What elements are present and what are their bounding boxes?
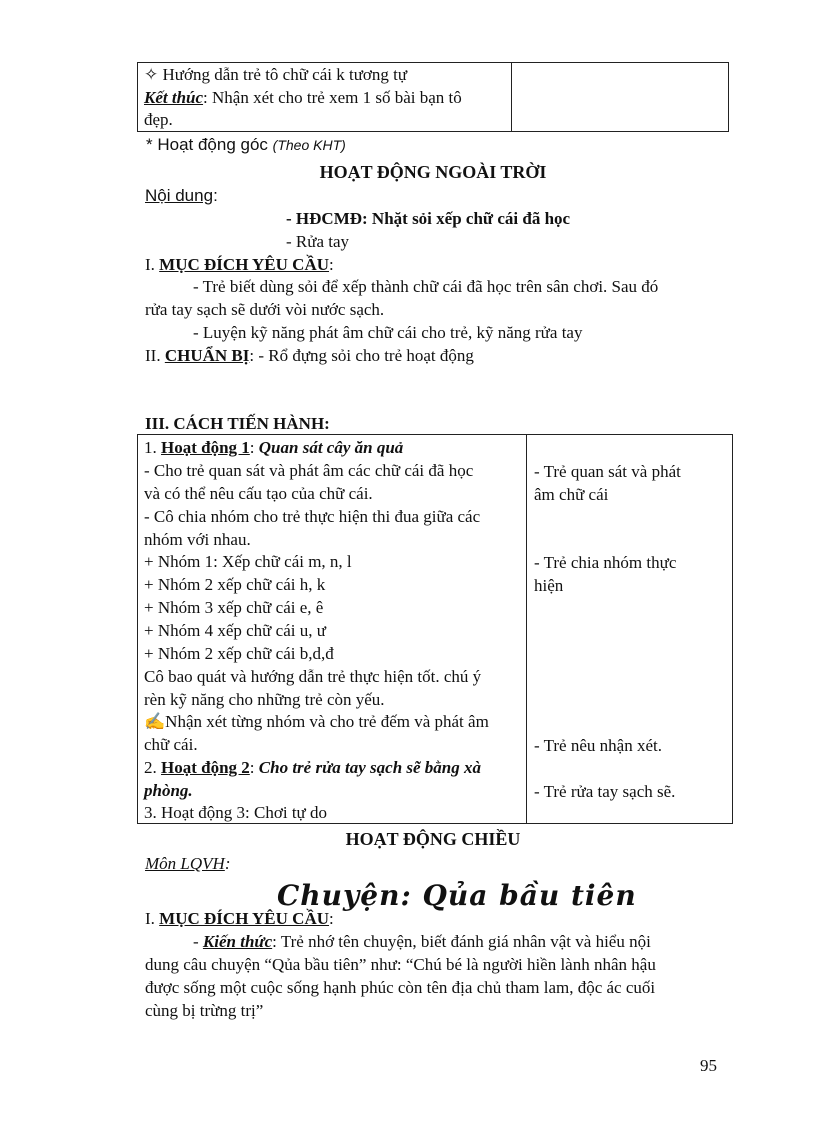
prep-text: : - Rổ đựng sỏi cho trẻ hoạt động [249, 346, 474, 365]
k-line1: : Trẻ nhớ tên chuyện, biết đánh giá nhân vật và hiểu nội [272, 932, 651, 951]
content-label: Nội dung [145, 186, 214, 205]
proc-r9: + Nhóm 4 xếp chữ cái u, ư [144, 621, 326, 640]
proc-table-divider [526, 434, 527, 824]
r15-title: Cho trẻ rửa tay sạch sẽ bằng xà [258, 758, 482, 777]
top-table-line3: đẹp. [144, 110, 173, 129]
proc-r17: 3. Hoạt động 3: Chơi tự do [144, 803, 328, 822]
proc-r1 [144, 437, 403, 459]
proc-r2: - Cho trẻ quan sát và phát âm các chữ cái đã học [144, 461, 474, 480]
proc-a3: - Trẻ chia nhóm thực [534, 553, 677, 572]
story-title: Chuyện: Qủa bầu tiên [277, 879, 637, 912]
r15-colon: : [249, 758, 259, 777]
proc-r6: + Nhóm 1: Xếp chữ cái m, n, l [144, 552, 352, 571]
proc-r15 [144, 757, 481, 779]
subject-line [145, 853, 230, 875]
prep-label: CHUẨN BỊ [164, 346, 250, 365]
top-table-line2 [144, 87, 462, 109]
afternoon-goal-heading [145, 908, 334, 930]
corner-activity [146, 134, 346, 156]
proc-title: III. CÁCH TIẾN HÀNH: [145, 414, 330, 433]
subject-label: Môn LQVH [145, 854, 225, 873]
k-dash: - [193, 932, 203, 951]
proc-a5: - Trẻ nêu nhận xét. [534, 736, 662, 755]
knowledge-label: Kiến thức [202, 932, 273, 951]
proc-r11: Cô bao quát và hướng dẫn trẻ thực hiện tốt. chú ý [144, 667, 482, 686]
a-goal-label: MỤC ĐÍCH YÊU CẦU [159, 909, 330, 928]
proc-r8: + Nhóm 3 xếp chữ cái e, ê [144, 598, 324, 617]
outdoor-item1: - HĐCMĐ: Nhặt sỏi xếp chữ cái đã học [286, 209, 571, 228]
proc-r16: phòng. [144, 781, 193, 800]
knowledge-line3: được sống một cuộc sống hạnh phúc còn tên địa chủ tham lam, độc ác cuối [145, 978, 656, 997]
outdoor-heading: HOẠT ĐỘNG NGOÀI TRỜI [319, 162, 547, 182]
page-number: 95 [700, 1056, 717, 1075]
knowledge-line2: dung câu chuyện “Qủa bầu tiên” như: “Chú bé là người hiền lành nhân hậu [145, 955, 656, 974]
corner-activity-note: (Theo KHT) [272, 137, 346, 153]
proc-r13: ✍Nhận xét từng nhóm và cho trẻ đếm và phát âm [144, 712, 489, 731]
proc-r4: - Cô chia nhóm cho trẻ thực hiện thi đua giữa các [144, 507, 481, 526]
goal-colon: : [329, 255, 334, 274]
r1-colon: : [249, 438, 259, 457]
r15-prefix: 2. [144, 758, 161, 777]
top-table-line1: ✧ Hướng dẫn trẻ tô chữ cái k tương tự [144, 65, 408, 84]
knowledge-line1 [193, 931, 651, 953]
proc-r12: rèn kỹ năng cho những trẻ còn yếu. [144, 690, 385, 709]
outdoor-goal-heading [145, 254, 334, 276]
proc-a1: - Trẻ quan sát và phát [534, 462, 681, 481]
content-colon: : [213, 186, 218, 205]
proc-r5: nhóm với nhau. [144, 530, 251, 549]
corner-activity-prefix: * Hoạt động góc [146, 135, 268, 154]
end-label: Kết thúc [144, 88, 204, 107]
subject-colon: : [224, 854, 231, 873]
outdoor-goal-line2: rửa tay sạch sẽ dưới vòi nước sạch. [145, 300, 385, 319]
r15-label: Hoạt động 2 [161, 758, 250, 777]
outdoor-goal-line3: - Luyện kỹ năng phát âm chữ cái cho trẻ, kỹ năng rửa tay [193, 323, 583, 342]
outdoor-item2: - Rửa tay [286, 232, 350, 251]
proc-a4: hiện [534, 576, 564, 595]
goal-prefix: I. [145, 255, 160, 274]
r1-title: Quan sát cây ăn quả [258, 438, 404, 457]
proc-r7: + Nhóm 2 xếp chữ cái h, k [144, 575, 326, 594]
proc-a6: - Trẻ rửa tay sạch sẽ. [534, 782, 676, 801]
outdoor-goal-line1: - Trẻ biết dùng sỏi để xếp thành chữ cái đã học trên sân chơi. Sau đó [193, 277, 659, 296]
a-goal-prefix: I. [145, 909, 160, 928]
goal-label: MỤC ĐÍCH YÊU CẦU [159, 255, 330, 274]
r1-prefix: 1. [144, 438, 161, 457]
afternoon-heading: HOẠT ĐỘNG CHIỀU [345, 829, 521, 849]
a-goal-colon: : [329, 909, 334, 928]
prep-line [145, 345, 474, 367]
content-label-line [145, 185, 218, 207]
r1-label: Hoạt động 1 [161, 438, 250, 457]
end-text: : Nhận xét cho trẻ xem 1 số bài bạn tô [203, 88, 462, 107]
proc-r14: chữ cái. [144, 735, 198, 754]
proc-a2: âm chữ cái [534, 485, 609, 504]
proc-r10: + Nhóm 2 xếp chữ cái b,d,đ [144, 644, 334, 663]
top-table-divider [511, 62, 512, 132]
knowledge-line4: cùng bị trừng trị” [145, 1001, 264, 1020]
prep-prefix: II. [145, 346, 165, 365]
proc-r3: và có thể nêu cấu tạo của chữ cái. [144, 484, 373, 503]
